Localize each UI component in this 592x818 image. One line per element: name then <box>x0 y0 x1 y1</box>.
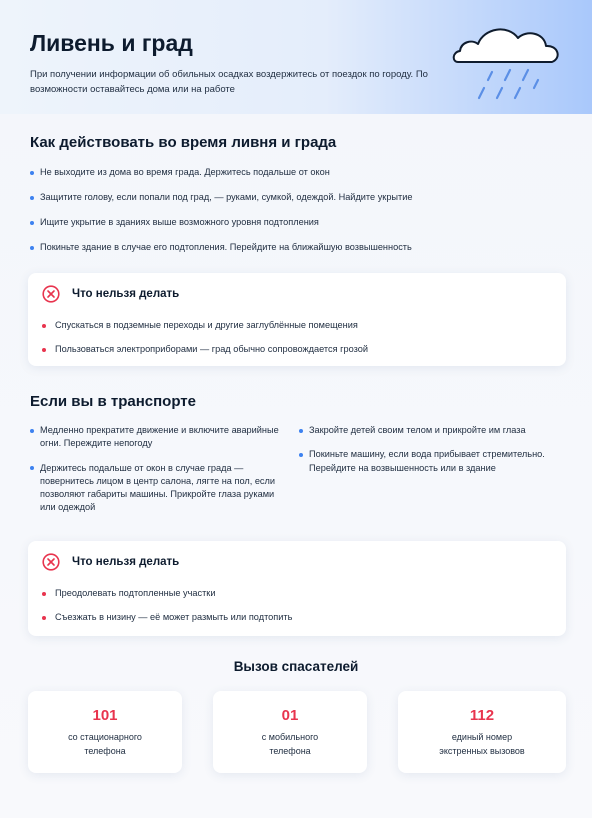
rain-cloud-icon <box>448 18 566 110</box>
list-item: Покиньте машину, если вода прибывает стремительно. Перейдите на возвышенность или в здание <box>299 448 555 475</box>
list-item: Защитите голову, если попали под град, — руками, сумкой, одеждой. Найдите укрытие <box>30 191 570 204</box>
forbidden-icon <box>42 553 60 571</box>
card-title: Что нельзя делать <box>72 556 180 568</box>
section-title-during: Как действовать во время ливня и града <box>30 134 337 151</box>
section-title-transport: Если вы в транспорте <box>30 393 196 410</box>
forbidden-card-transport <box>28 541 566 636</box>
description-line: экстренных вызовов <box>439 746 525 756</box>
list-item: Держитесь подальше от окон в случае града — повернитесь лицом в центр салона, лягте на пол, если позволяют габариты машины. Прикройте глаза руками или одеждой <box>30 462 290 515</box>
emergency-number-description <box>28 730 182 758</box>
list-item: Закройте детей своим телом и прикройте им глаза <box>299 424 555 437</box>
emergency-number-card <box>213 691 367 773</box>
description-line: единый номер <box>451 732 513 742</box>
hero-banner <box>0 0 592 114</box>
page-title: Ливень и град <box>30 30 193 56</box>
emergency-number-description <box>213 730 367 758</box>
card-title: Что нельзя делать <box>72 288 180 300</box>
emergency-number: 01 <box>281 707 299 724</box>
card-header <box>42 285 179 303</box>
emergency-number-card <box>28 691 182 773</box>
forbidden-card-during <box>28 273 566 366</box>
forbidden-icon <box>42 285 60 303</box>
list-item: Покиньте здание в случае его подтопления. Перейдите на ближайшую возвышенность <box>30 241 570 254</box>
emergency-number: 101 <box>92 707 118 724</box>
description-line: с мобильного <box>261 732 319 742</box>
list-item: Съезжать в низину — её может размыть или подтопить <box>42 611 292 624</box>
emergency-number-card <box>398 691 566 773</box>
list-item: Медленно прекратите движение и включите аварийные огни. Переждите непогоду <box>30 424 290 451</box>
list-item: Ищите укрытие в зданиях выше возможного уровня подтопления <box>30 216 570 229</box>
hero-description: При получении информации об обильных осадках воздержитесь от поездок по городу. По возможности оставайтесь дома или на работе <box>30 69 428 95</box>
transport-list-right <box>299 424 555 475</box>
emergency-number-description <box>398 730 566 758</box>
list-item: Спускаться в подземные переходы и другие заглублённые помещения <box>42 319 368 332</box>
during-list <box>30 166 570 254</box>
emergency-number: 112 <box>469 707 495 724</box>
forbidden-list <box>42 319 368 356</box>
list-item: Пользоваться электроприборами — град обычно сопровождается грозой <box>42 343 368 356</box>
section-title-rescue: Вызов спасателей <box>233 659 359 674</box>
description-line: телефона <box>84 746 126 756</box>
transport-list-left <box>30 424 290 515</box>
forbidden-list <box>42 587 292 624</box>
list-item: Преодолевать подтопленные участки <box>42 587 292 600</box>
description-line: со стационарного <box>68 732 142 742</box>
card-header <box>42 553 179 571</box>
list-item: Не выходите из дома во время града. Держитесь подальше от окон <box>30 166 570 179</box>
description-line: телефона <box>269 746 311 756</box>
